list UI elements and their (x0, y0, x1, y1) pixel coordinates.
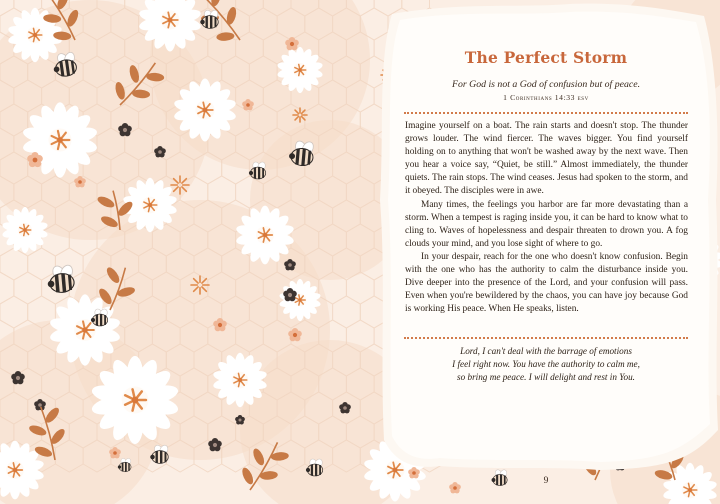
scripture-verse: For God is not a God of confusion but of peace. (451, 79, 641, 90)
body-paragraph-2: Many times, the feelings you harbor are far more devastating than a storm. When a tempest is raging inside you, it can be hard to know what to cling to. Waves of hopelessness and despair threaten to drown you. A fog clouds your mind, and you lose sight of where to go. (405, 199, 688, 249)
page-title: The Perfect Storm (464, 48, 628, 67)
devotional-body (405, 120, 688, 316)
dotted-divider-bottom (404, 337, 688, 339)
prayer (400, 345, 692, 384)
prayer-line-1: Lord, I can't deal with the barrage of emotions (460, 346, 632, 356)
prayer-line-2: I feel right now. You have the authority to calm me, (452, 359, 640, 369)
text-page (370, 0, 720, 504)
scripture-reference: 1 Corinthians 14:33 esv (503, 93, 589, 102)
body-paragraph-1: Imagine yourself on a boat. The rain starts and doesn't stop. The thunder grows louder. The wind fiercer. The waves bigger. You find yourself holding on to anything that won't be washed away by the next wave. Then you hear a voice say, “Quiet, be still.” Almost immediately, the thunder quiets. The rain stops. The wind ceases. Jesus had spoken to the storm, and it obeyed. The disciples were in awe. (405, 121, 688, 197)
dotted-divider-top (404, 112, 688, 114)
body-paragraph-3: In your despair, reach for the one who doesn't know confusion. Begin with the one who has the authority to calm the disturbance inside you. Dive deeper into the presence of the Lord, and your confusion will pass. Even when you're bewildered by the chaos, you can have joy because God is working His peace. When He speaks, listen. (405, 251, 688, 315)
page-number: 9 (543, 476, 549, 486)
prayer-line-3: so bring me peace. I will delight and rest in You. (457, 372, 635, 382)
